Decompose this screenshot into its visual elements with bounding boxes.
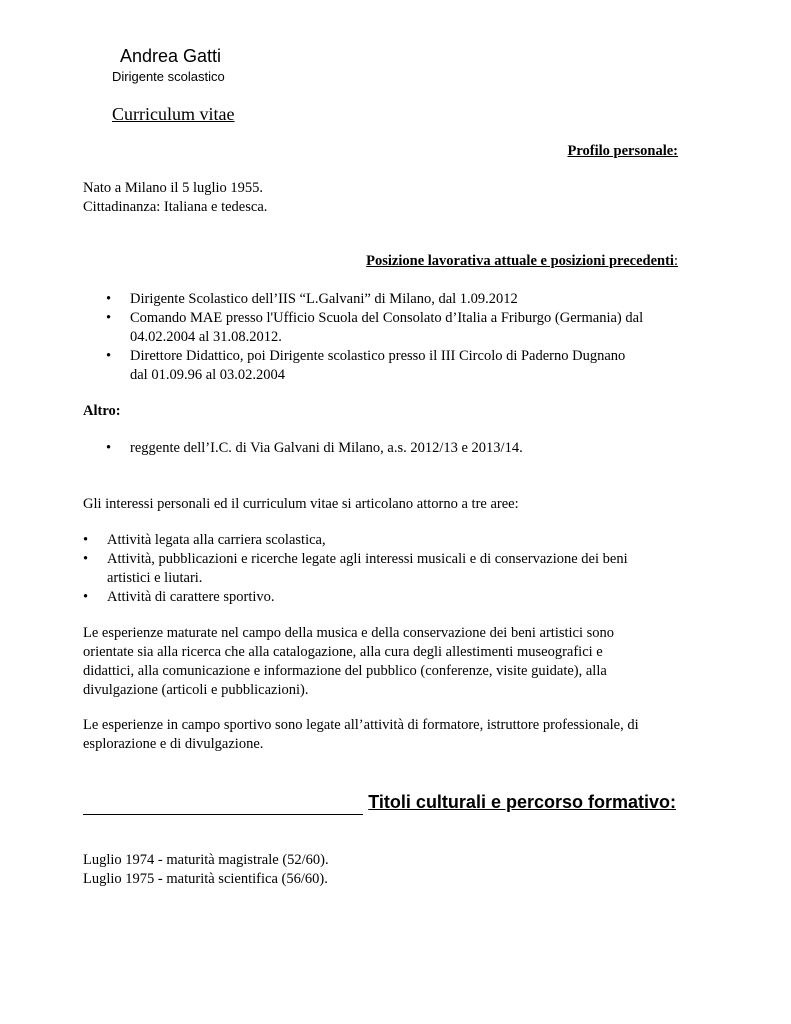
list-item-text: reggente dell’I.C. di Via Galvani di Milano, a.s. 2012/13 e 2013/14. xyxy=(130,440,523,456)
interessi-list xyxy=(83,531,628,607)
cv-title: Curriculum vitae xyxy=(112,104,235,124)
altro-list xyxy=(106,439,523,458)
titoli-line: Luglio 1975 - maturità scientifica (56/60). xyxy=(83,871,328,887)
bullet-icon: • xyxy=(83,589,89,605)
list-item-text: artistici e liutari. xyxy=(107,570,203,586)
list-item xyxy=(106,347,643,385)
interessi-intro: Gli interessi personali ed il curriculum vitae si articolano attorno a tre aree: xyxy=(83,496,519,512)
paragraph-line: Le esperienze maturate nel campo della musica e della conservazione dei beni artistici sono xyxy=(83,625,615,641)
posizione-list xyxy=(106,290,644,385)
list-item-text: 04.02.2004 al 31.08.2012. xyxy=(130,329,282,345)
bullet-icon: • xyxy=(106,348,112,364)
titoli-heading: Titoli culturali e percorso formativo: xyxy=(368,792,676,812)
paragraph-sport xyxy=(83,716,639,754)
list-item-text: Attività, pubblicazioni e ricerche legate agli interessi musicali e di conservazione dei beni xyxy=(107,551,628,567)
author-role: Dirigente scolastico xyxy=(112,69,225,84)
paragraph-line: divulgazione (articoli e pubblicazioni). xyxy=(83,682,309,698)
list-item xyxy=(83,531,628,550)
list-item xyxy=(83,588,628,607)
list-item-text: Dirigente Scolastico dell’IIS “L.Galvani” di Milano, dal 1.09.2012 xyxy=(130,291,518,307)
paragraph-musica xyxy=(83,624,614,700)
profilo-line: Nato a Milano il 5 luglio 1955. xyxy=(83,180,264,196)
bullet-icon: • xyxy=(106,440,112,456)
bullet-icon: • xyxy=(83,551,89,567)
list-item-text: Attività di carattere sportivo. xyxy=(107,589,275,605)
bullet-icon: • xyxy=(83,532,89,548)
paragraph-line: Le esperienze in campo sportivo sono legate all’attività di formatore, istruttore professionale, di xyxy=(83,717,639,733)
posizione-heading xyxy=(366,253,678,270)
posizione-heading-colon: : xyxy=(673,253,678,269)
altro-heading: Altro: xyxy=(83,403,121,419)
section-rule xyxy=(83,814,363,815)
list-item xyxy=(106,290,643,309)
list-item xyxy=(106,309,644,347)
list-item-text: dal 01.09.96 al 03.02.2004 xyxy=(130,367,286,383)
profilo-heading: Profilo personale: xyxy=(567,143,678,159)
paragraph-line: esplorazione e di divulgazione. xyxy=(83,736,264,752)
bullet-icon: • xyxy=(106,310,112,326)
list-item-text: Direttore Didattico, poi Dirigente scolastico presso il III Circolo di Paderno Dugnano xyxy=(130,348,626,364)
posizione-heading-text: Posizione lavorativa attuale e posizioni precedenti xyxy=(366,253,674,269)
bullet-icon: • xyxy=(106,291,112,307)
list-item-text: Attività legata alla carriera scolastica, xyxy=(107,532,326,548)
titoli-line: Luglio 1974 - maturità magistrale (52/60). xyxy=(83,852,329,868)
author-name: Andrea Gatti xyxy=(120,46,222,66)
list-item-text: Comando MAE presso l'Ufficio Scuola del Consolato d’Italia a Friburgo (Germania) dal xyxy=(130,310,644,326)
profilo-line: Cittadinanza: Italiana e tedesca. xyxy=(83,199,268,215)
paragraph-line: didattici, alla comunicazione e informazione del pubblico (conferenze, visite guidate), alla xyxy=(83,663,607,679)
paragraph-line: orientate sia alla ricerca che alla catalogazione, alla cura degli allestimenti museografici e xyxy=(83,644,603,660)
list-item xyxy=(106,439,523,458)
list-item xyxy=(83,550,628,588)
